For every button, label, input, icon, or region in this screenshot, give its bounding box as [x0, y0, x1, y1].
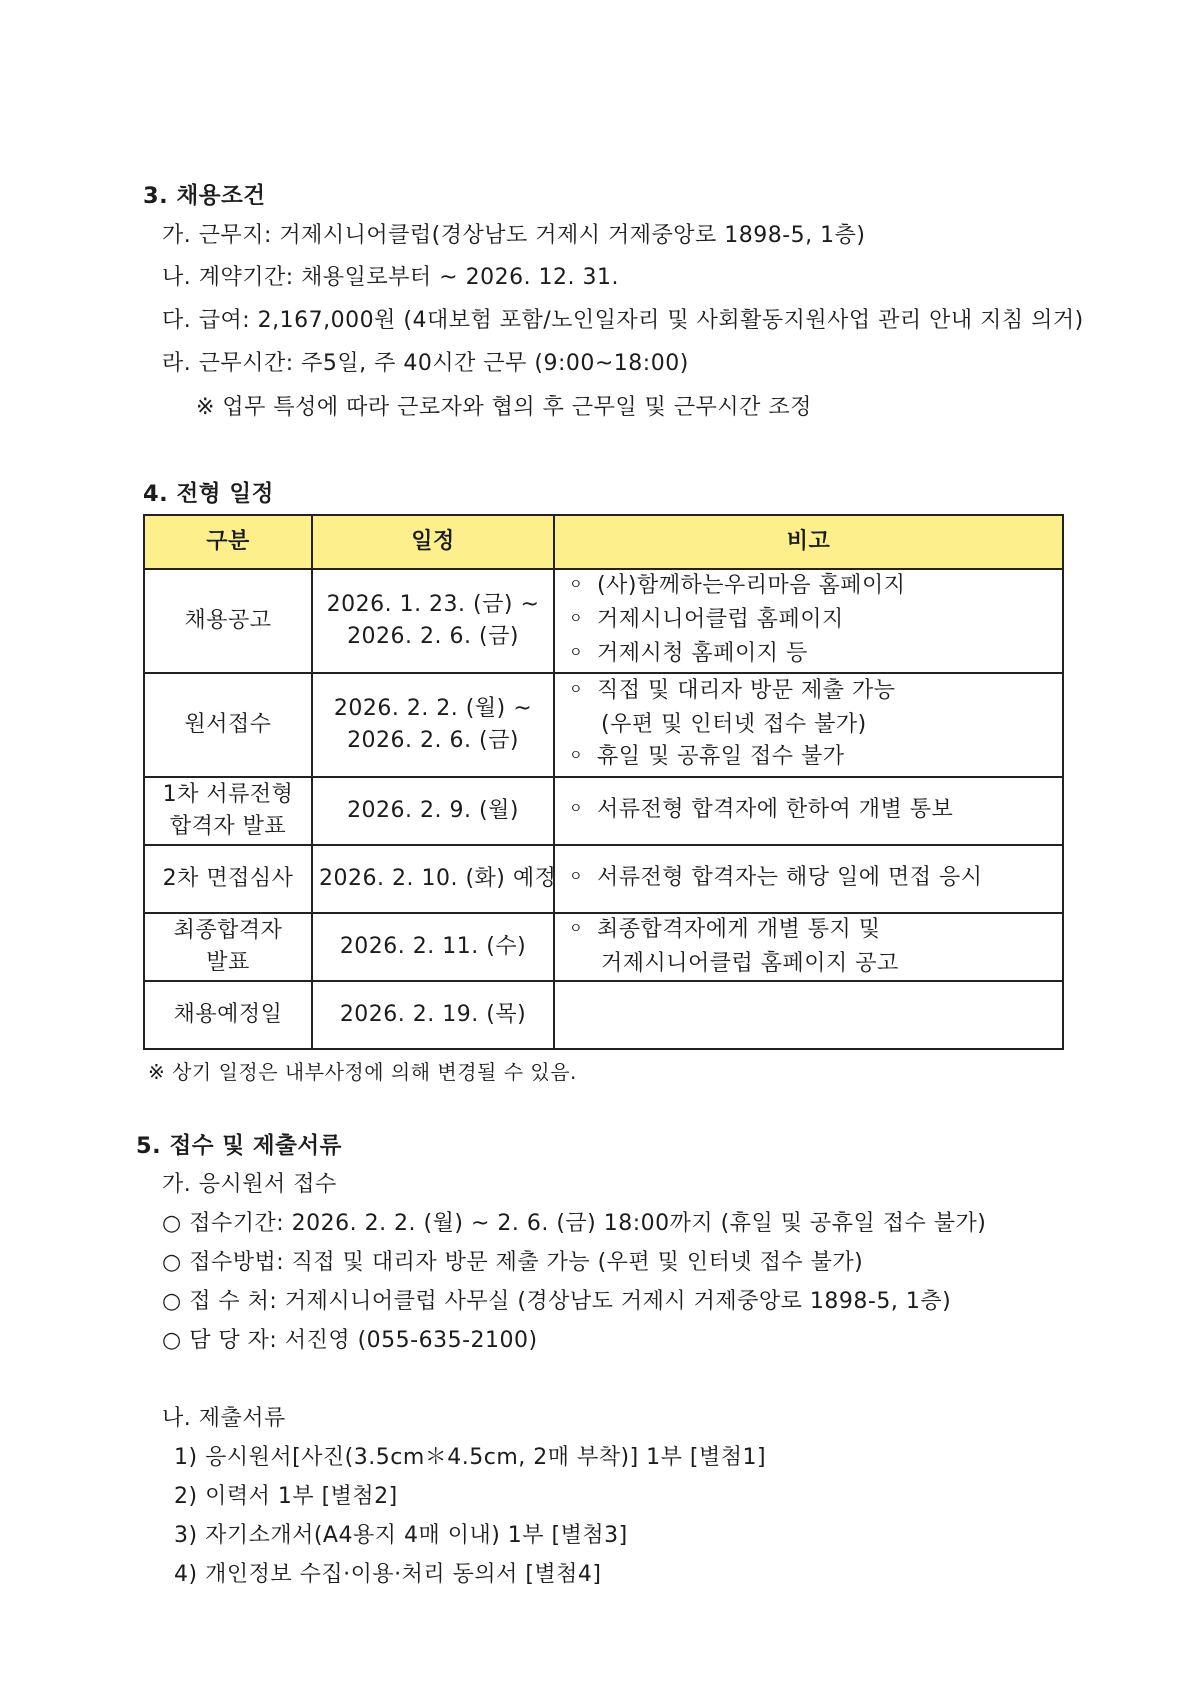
- table-row: [144, 845, 1063, 913]
- note-item: ㅇ 휴일 및 공휴일 접수 불가: [569, 741, 1056, 775]
- row-date: [312, 981, 554, 1049]
- row-stage: [144, 569, 312, 673]
- row-date: [312, 845, 557, 913]
- note-item: ㅇ 거제시청 홈페이지 등: [569, 638, 1056, 672]
- schedule-footnote: ※ 상기 일정은 내부사정에 의해 변경될 수 있음.: [148, 1060, 577, 1084]
- subsection-b-title: 나. 제출서류: [162, 1406, 286, 1431]
- note-item: 거제시니어클럽 홈페이지 공고: [601, 951, 899, 976]
- note-item: (우편 및 인터넷 접수 불가): [601, 712, 867, 737]
- stage-text: 1차 서류전형: [162, 782, 294, 807]
- date-text: 2026. 2. 11. (수): [339, 934, 527, 959]
- note-item: ㅇ (사)함께하는우리마음 홈페이지: [569, 570, 1056, 604]
- row-notes: [554, 569, 1063, 673]
- stage-text: 2차 면접심사: [162, 866, 294, 891]
- note-item: ㅇ 서류전형 합격자는 해당 일에 면접 응시: [569, 862, 1056, 896]
- date-text: 2026. 2. 6. (금): [347, 728, 519, 753]
- stage-text: 채용공고: [184, 608, 272, 633]
- stage-text: 최종합격자: [173, 918, 283, 943]
- stage-text: 채용예정일: [173, 1002, 283, 1027]
- note-item: ㅇ 직접 및 대리자 방문 제출 가능: [569, 675, 1056, 709]
- receipt-method: ○ 접수방법: 직접 및 대리자 방문 제출 가능 (우편 및 인터넷 접수 불가): [162, 1250, 864, 1275]
- stage-text: 합격자 발표: [169, 814, 287, 839]
- receipt-period: ○ 접수기간: 2026. 2. 2. (월) ~ 2. 6. (금) 18:00까지 (휴일 및 공휴일 접수 불가): [162, 1211, 987, 1236]
- header-stage: 구분: [144, 515, 312, 569]
- document-item: 3) 자기소개서(A4용지 4매 이내) 1부 [별첨3]: [174, 1523, 628, 1548]
- section-5-title: 5. 접수 및 제출서류: [136, 1133, 342, 1159]
- row-stage: [144, 913, 312, 981]
- row-stage: [144, 845, 312, 913]
- date-text: 2026. 2. 10. (화) 예정: [319, 866, 557, 891]
- row-notes: [554, 981, 1063, 1049]
- note-item: ㅇ 최종합격자에게 개별 통지 및: [569, 914, 1056, 948]
- row-notes: [554, 777, 1063, 845]
- date-text: 2026. 2. 2. (월) ~: [333, 696, 533, 721]
- document-item: 2) 이력서 1부 [별첨2]: [174, 1484, 398, 1509]
- document-item: 1) 응시원서[사진(3.5cm＊4.5cm, 2매 부착)] 1부 [별첨1]: [174, 1445, 767, 1470]
- stage-text: 원서접수: [184, 712, 272, 737]
- row-notes: [554, 845, 1063, 913]
- date-text: 2026. 2. 9. (월): [347, 798, 519, 823]
- table-row: [144, 673, 1063, 777]
- row-date: [312, 777, 554, 845]
- table-row: [144, 569, 1063, 673]
- contact-person: ○ 담 당 자: 서진영 (055-635-2100): [162, 1328, 538, 1353]
- condition-contract-period: 나. 계약기간: 채용일로부터 ~ 2026. 12. 31.: [162, 265, 620, 290]
- condition-salary: 다. 급여: 2,167,000원 (4대보험 포함/노인일자리 및 사회활동지원사업 관리 안내 지침 의거): [162, 308, 1084, 333]
- row-stage: [144, 673, 312, 777]
- table-row: [144, 777, 1063, 845]
- section-3-title: 3. 채용조건: [143, 183, 266, 209]
- receipt-location: ○ 접 수 처: 거제시니어클럽 사무실 (경상남도 거제시 거제중앙로 1898-5, 1층): [162, 1289, 952, 1314]
- row-notes: [554, 673, 1063, 777]
- condition-work-hours: 라. 근무시간: 주5일, 주 40시간 근무 (9:00~18:00): [162, 351, 689, 376]
- row-notes: [554, 913, 1063, 981]
- schedule-table: [143, 514, 1064, 1050]
- stage-text: 발표: [206, 950, 250, 975]
- date-text: 2026. 2. 19. (목): [339, 1002, 527, 1027]
- table-header-row: [144, 515, 1063, 569]
- date-text: 2026. 1. 23. (금) ~: [326, 592, 540, 617]
- date-text: 2026. 2. 6. (금): [347, 624, 519, 649]
- condition-workplace: 가. 근무지: 거제시니어클럽(경상남도 거제시 거제중앙로 1898-5, 1층): [162, 223, 866, 248]
- row-date: [312, 569, 554, 673]
- subsection-a-title: 가. 응시원서 접수: [162, 1172, 337, 1197]
- table-row: [144, 981, 1063, 1049]
- row-stage: [144, 777, 312, 845]
- row-stage: [144, 981, 312, 1049]
- table-row: [144, 913, 1063, 981]
- note-item: ㅇ 서류전형 합격자에 한하여 개별 통보: [569, 794, 1056, 828]
- header-notes: 비고: [554, 515, 1063, 569]
- note-item: ㅇ 거제시니어클럽 홈페이지: [569, 604, 1056, 638]
- document-item: 4) 개인정보 수집·이용·처리 동의서 [별첨4]: [174, 1562, 602, 1587]
- header-date: 일정: [312, 515, 554, 569]
- condition-note: ※ 업무 특성에 따라 근로자와 협의 후 근무일 및 근무시간 조정: [196, 395, 812, 420]
- row-date: [312, 673, 554, 777]
- section-4-title: 4. 전형 일정: [143, 481, 274, 507]
- row-date: [312, 913, 554, 981]
